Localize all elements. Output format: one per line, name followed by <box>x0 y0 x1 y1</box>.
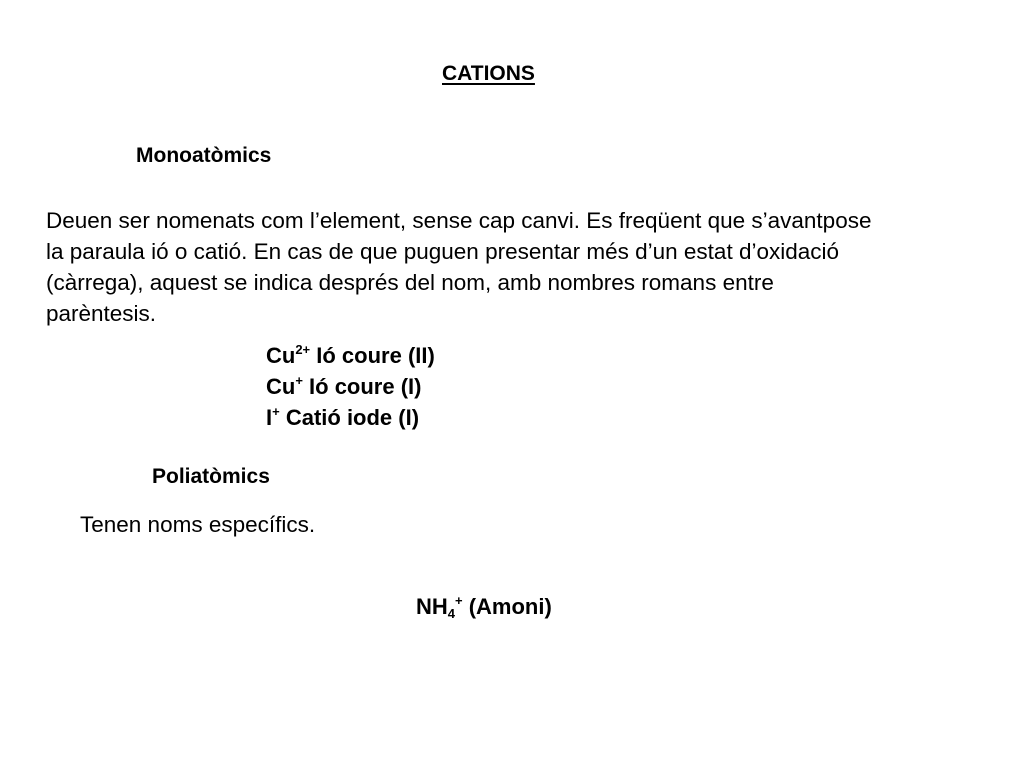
example-copper-i <box>266 371 435 402</box>
ion-symbol: I <box>266 405 273 430</box>
ion-subscript: 4 <box>447 606 456 621</box>
monoatomics-paragraph <box>46 205 996 329</box>
polyatomics-text: Tenen noms específics. <box>80 512 316 537</box>
ion-charge: + <box>295 373 303 388</box>
ion-name: (Amoni) <box>462 594 552 619</box>
example-iodine-i <box>266 402 435 433</box>
slide-title: CATIONS <box>442 62 535 85</box>
paragraph-line: parèntesis. <box>46 301 157 326</box>
ion-symbol: Cu <box>266 343 296 368</box>
monoatomic-examples <box>266 340 435 433</box>
ion-symbol: Cu <box>266 374 296 399</box>
ion-name: Ió coure (II) <box>310 343 435 368</box>
ion-charge: + <box>455 593 463 608</box>
paragraph-line: la paraula ió o catió. En cas de que puguen presentar més d’un estat d’oxidació <box>46 239 840 264</box>
ammonium-example <box>416 594 552 620</box>
ion-name: Ió coure (I) <box>302 374 422 399</box>
paragraph-line: (càrrega), aquest se indica després del nom, amb nombres romans entre <box>46 270 774 295</box>
paragraph-line: Deuen ser nomenats com l’element, sense cap canvi. Es freqüent que s’avantpose <box>46 208 872 233</box>
polyatomics-heading: Poliatòmics <box>152 465 270 488</box>
example-copper-ii <box>266 340 435 371</box>
monoatomics-heading: Monoatòmics <box>136 144 272 167</box>
ion-charge: + <box>272 404 280 419</box>
ion-name: Catió iode (I) <box>279 405 420 430</box>
ion-symbol: NH <box>416 594 448 619</box>
ion-charge: 2+ <box>295 342 311 357</box>
